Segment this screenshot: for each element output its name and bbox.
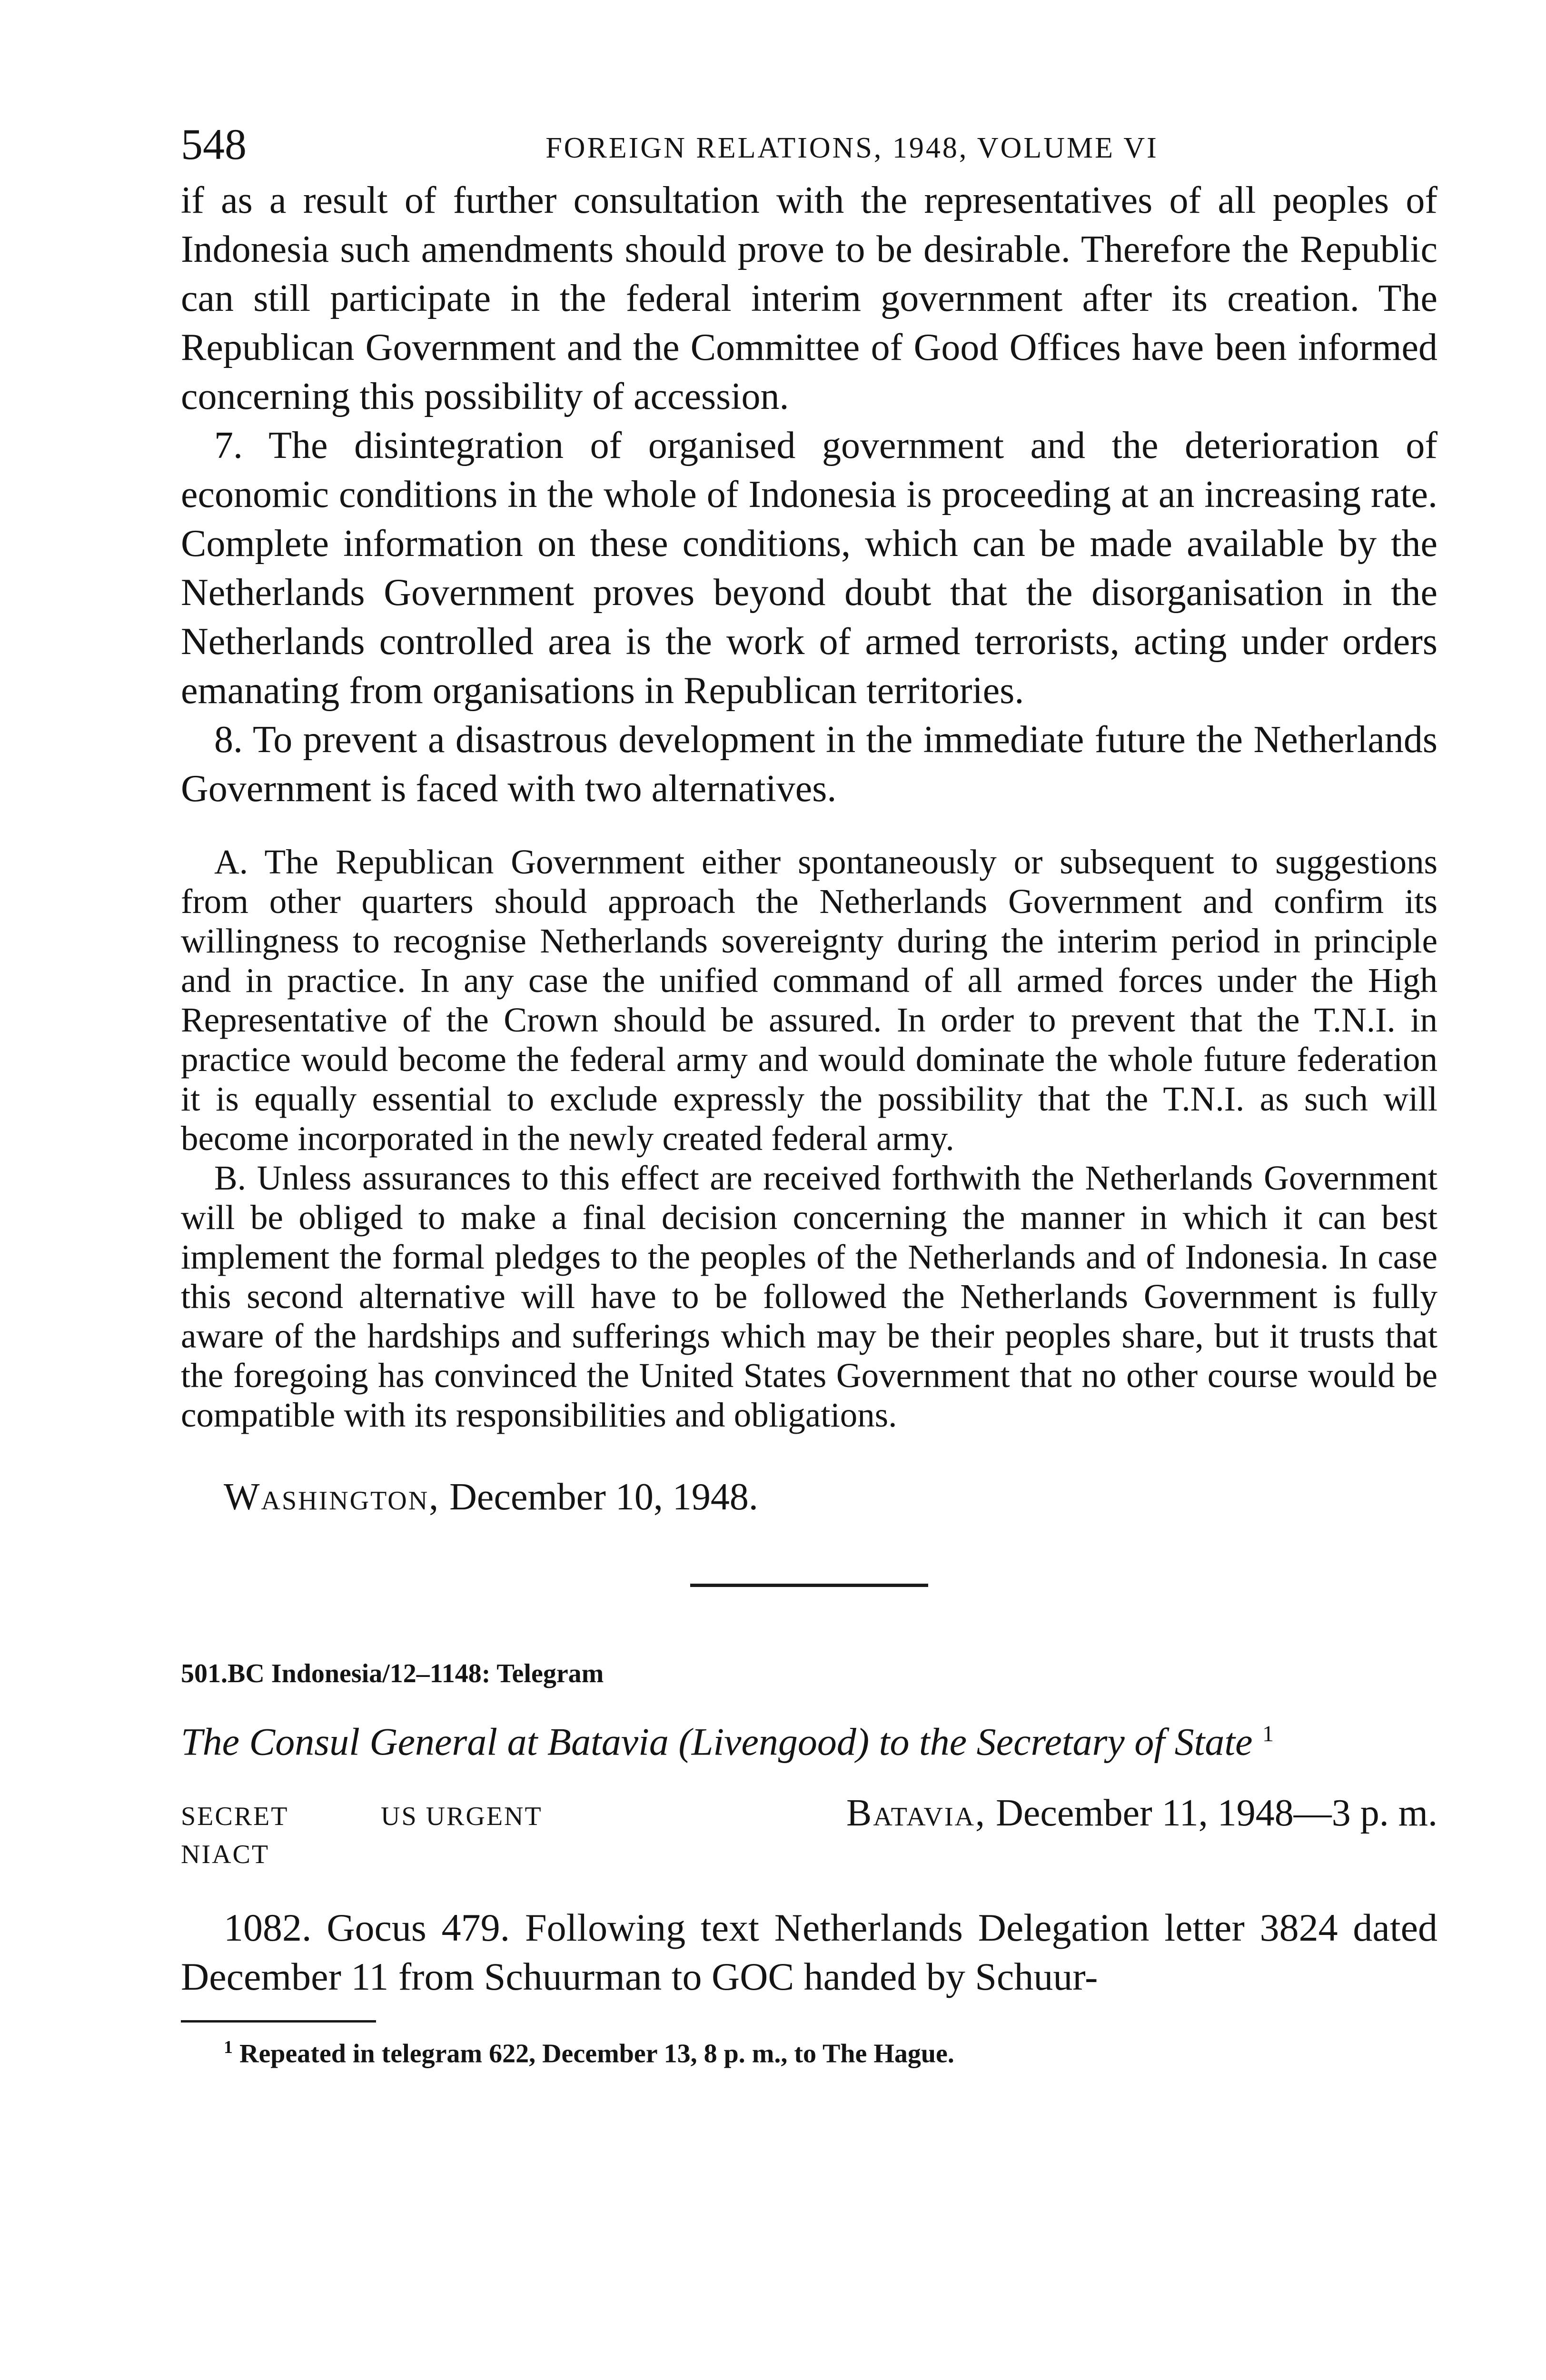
document-title <box>181 1708 1437 1768</box>
footnote <box>181 2037 1437 2069</box>
date: December 11, 1948—3 p. m. <box>996 1792 1437 1835</box>
page-number: 548 <box>181 120 247 169</box>
footnote-text: Repeated in telegram 622, December 13, 8 p. m., to The Hague. <box>239 2039 954 2069</box>
title-footnote-mark: 1 <box>1262 1721 1274 1746</box>
dateline <box>181 1473 1437 1522</box>
paragraph-7: 7. The disintegration of organised government and the deterioration of economic conditions in the whole of Indonesia is proceeding at an increasing rate. Complete information on these conditions, which can be made available by the Netherlands Government proves beyond doubt that the disorganisation in the Netherlands controlled area is the work of armed terrorists, acting under orders emanating from organisations in Republican territories. <box>181 425 1437 712</box>
classification-urgent: US URGENT <box>381 1802 543 1832</box>
classification-secret: SECRET <box>181 1802 289 1832</box>
footnote-mark: 1 <box>224 2037 233 2058</box>
place: Batavia, <box>846 1792 987 1835</box>
classification-niact: NIACT <box>181 1840 270 1870</box>
section-divider <box>690 1584 928 1587</box>
alternative-b: B. Unless assurances to this effect are received forthwith the Netherlands Government will be obliged to make a final decision concerning the manner in which it can best implement the formal pledges to the peoples of the Netherlands and of Indonesia. In case this second alternative will have to be followed the Netherlands Government is fully aware of the hardships and sufferings which may be their peoples share, but it trusts that the foregoing has convinced the United States Government that no other course would be compatible with its responsibilities and obligations. <box>181 1159 1437 1434</box>
paragraph-8: 8. To prevent a disastrous development in the immediate future the Netherlands Government is faced with two alternatives. <box>181 719 1437 810</box>
dateline-date: December 10, 1948. <box>449 1476 758 1518</box>
document-title-text: The Consul General at Batavia (Livengood) to the Secretary of State <box>181 1720 1253 1764</box>
classification-row <box>181 1792 1437 1839</box>
running-title: FOREIGN RELATIONS, 1948, VOLUME VI <box>545 132 1159 164</box>
alternative-a: A. The Republican Government either spontaneously or subsequent to suggestions from other quarters should approach the Netherlands Government and confirm its willingness to recognise Netherlands sovereignty during the interim period in principle and in practice. In any case the unified command of all armed forces under the High Representative of the Crown should be assured. In order to prevent that the T.N.I. in practice would become the federal army and would dominate the whole future federation it is equally essential to exclude expressly the possibility that the T.N.I. as such will become incorporated in the newly created federal army. <box>181 843 1437 1158</box>
place-date <box>846 1792 1437 1835</box>
dateline-place: Washington, <box>224 1476 440 1518</box>
continuation-paragraph: if as a result of further consultation with the representatives of all peoples of Indonesia such amendments should prove to be desirable. Therefore the Republic can still participate in the federal interim government after its creation. The Republican Government and the Committee of Good Offices have been informed concerning this possibility of accession. <box>181 179 1437 417</box>
page <box>181 114 1437 2069</box>
file-reference: 501.BC Indonesia/12–1148: Telegram <box>181 1659 604 1688</box>
telegram-text: 1082. Gocus 479. Following text Netherlands Delegation letter 3824 dated December 11 from Schuurman to GOC handed by Schuur- <box>181 1906 1437 1999</box>
footnote-rule <box>181 2020 376 2023</box>
page-header <box>181 114 1437 176</box>
